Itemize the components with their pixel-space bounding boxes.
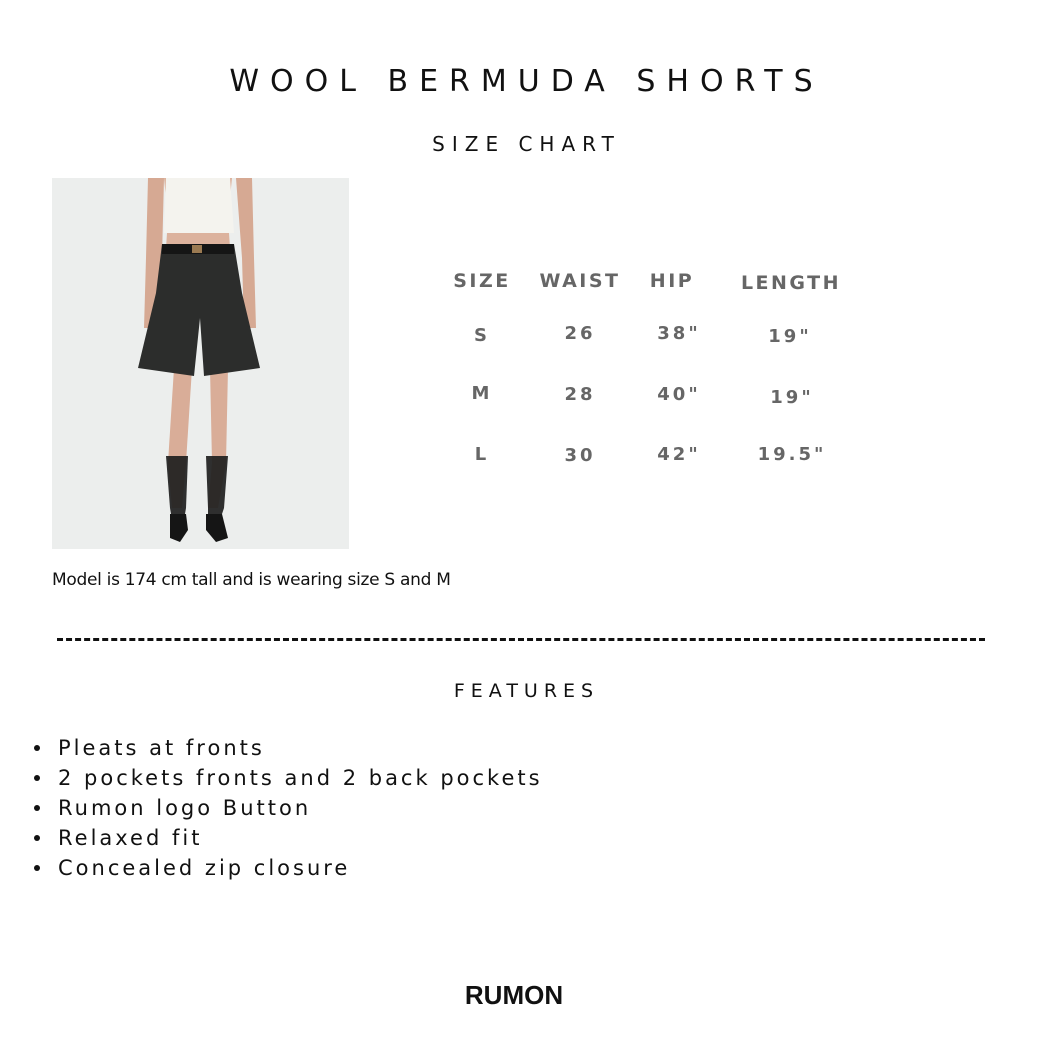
bullet-icon — [34, 745, 40, 751]
table-cell-waist: 26 — [564, 323, 596, 344]
section-divider — [57, 638, 985, 641]
size-chart-table — [430, 262, 870, 482]
bullet-icon — [34, 775, 40, 781]
model-photo — [52, 178, 349, 549]
feature-item — [28, 733, 543, 763]
model-size-note: Model is 174 cm tall and is wearing size S and M — [52, 570, 451, 590]
column-header-waist: WAIST — [539, 270, 621, 292]
bullet-icon — [34, 835, 40, 841]
product-title: WOOL BERMUDA SHORTS — [229, 64, 824, 99]
table-cell-hip: 40" — [657, 384, 701, 405]
model-figure-image — [52, 178, 349, 549]
table-cell-size: M — [471, 383, 493, 404]
table-cell-size: L — [474, 444, 490, 465]
feature-item — [28, 823, 543, 853]
table-cell-length: 19" — [768, 326, 812, 347]
table-cell-hip: 38" — [657, 323, 701, 344]
bullet-icon — [34, 805, 40, 811]
bullet-icon — [34, 865, 40, 871]
column-header-size: SIZE — [453, 270, 511, 292]
feature-item — [28, 763, 543, 793]
feature-text: 2 pockets fronts and 2 back pockets — [58, 766, 543, 790]
table-cell-length: 19.5" — [757, 444, 827, 465]
feature-item — [28, 853, 543, 883]
feature-text: Rumon logo Button — [58, 796, 312, 820]
features-list — [28, 733, 543, 883]
table-cell-waist: 30 — [564, 445, 596, 466]
table-cell-length: 19" — [770, 387, 814, 408]
feature-text: Relaxed fit — [58, 826, 203, 850]
table-cell-waist: 28 — [564, 384, 596, 405]
column-header-length: LENGTH — [740, 272, 842, 294]
feature-text: Concealed zip closure — [58, 856, 351, 880]
table-cell-hip: 42" — [657, 444, 701, 465]
brand-logo: RUMON — [464, 980, 564, 1010]
features-heading: FEATURES — [453, 680, 600, 702]
size-chart-heading: SIZE CHART — [432, 132, 621, 156]
column-header-hip: HIP — [649, 270, 695, 292]
feature-text: Pleats at fronts — [58, 736, 265, 760]
feature-item — [28, 793, 543, 823]
table-cell-size: S — [474, 325, 490, 346]
